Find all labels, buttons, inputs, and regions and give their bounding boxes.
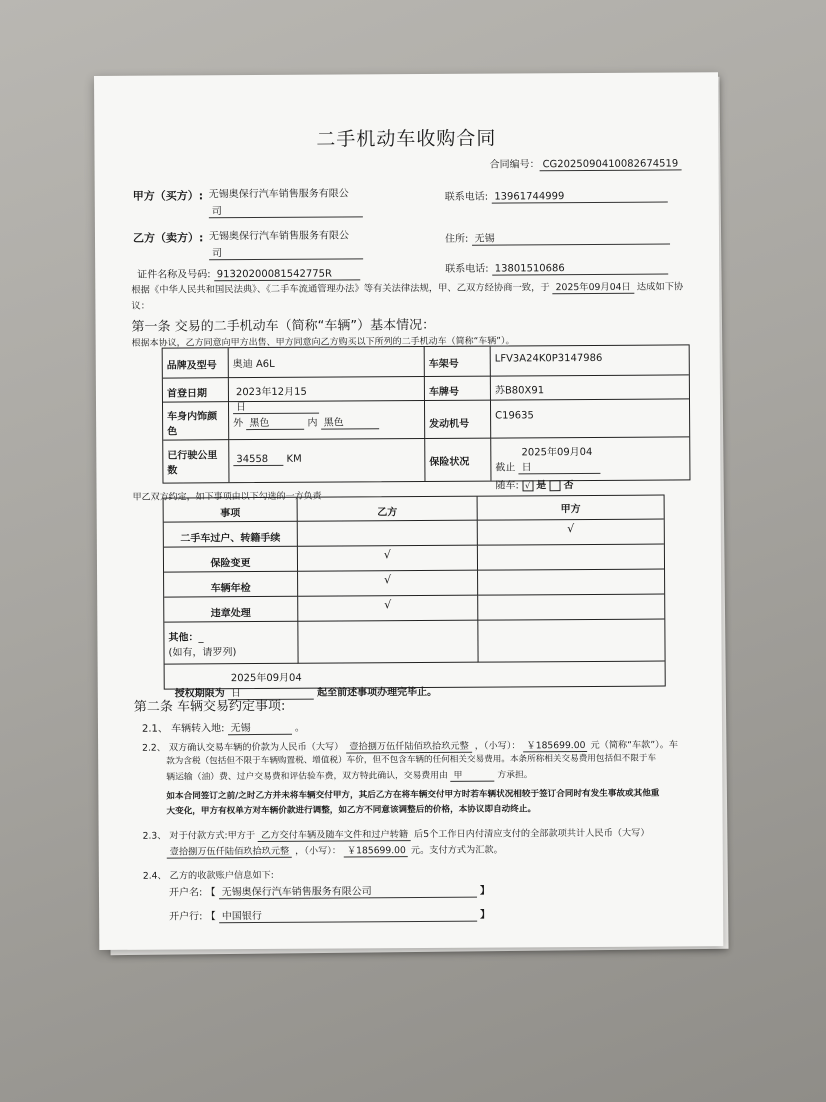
party-b-id: 证件名称及号码: 91320200081542775R <box>137 264 360 281</box>
warning-line1: 如本合同签订之前/之时乙方并未将车辆交付甲方，其后乙方在将车辆交付甲方时若车辆状况相较于签订合同时有发生事故或其他重 <box>166 788 660 802</box>
duty-b-check[interactable]: √ <box>298 546 478 572</box>
clause-2-3-line2: 壹拾捌万伍仟陆佰玖拾玖元整 ，（小写）： ￥185699.00 元。支付方式为汇款。 <box>167 842 503 859</box>
duty-other-b[interactable] <box>298 621 478 664</box>
vin-value: LFV3A24K0P3147986 <box>491 345 689 376</box>
duty-other-a[interactable] <box>478 620 664 663</box>
party-a-phone: 联系电话: 13961744999 <box>445 187 668 204</box>
party-b-address: 住所: 无锡 <box>445 228 670 245</box>
duty-item: 违章处理 <box>164 597 298 623</box>
contract-page <box>94 72 723 950</box>
duty-item: 二手车过户、转籍手续 <box>164 522 298 548</box>
vehicle-table <box>162 344 691 492</box>
article1-title: 第一条 交易的二手机动车（简称“车辆”）基本情况： <box>131 317 436 335</box>
party-b-label: 乙方（卖方）: <box>132 231 204 245</box>
account-name: 开户名: 【 无锡奥保行汽车销售服务有限公司 】 <box>169 882 490 900</box>
duties-col-a: 甲方 <box>478 496 664 521</box>
duty-a-check[interactable]: √ <box>478 520 664 546</box>
clause-2-1: 2.1、 车辆转入地: 无锡 。 <box>142 719 305 736</box>
clause-2-3-line1: 2.3、 对于付款方式:甲方于 乙方交付车辆及随车文件和过户转籍 后5个工作日内付清应支付的全部款项共计人民币（大写） <box>142 827 650 842</box>
clause-2-2-line3: 辆运输（油）费、过户交易费和评估验车费，双方特此确认，交易费用由 甲 方承担。 <box>166 767 532 783</box>
intro-line2: 议： <box>131 300 151 312</box>
plate-label: 车牌号 <box>425 377 491 401</box>
duty-item: 车辆年检 <box>164 572 298 598</box>
duty-b-check[interactable]: √ <box>298 596 478 622</box>
brand-label: 品牌及型号 <box>163 348 229 378</box>
clause-2-2-line2: 款为含税（包括但不限于车辆购置税、增值税）车价，但不包含车辆的任何相关交易费用。本条所称相关交易费用包括但不限于车 <box>166 753 657 767</box>
duty-item: 保险变更 <box>164 547 298 573</box>
reg-date-value: 2023年12月15日 <box>229 377 425 402</box>
insurance-label: 保险状况 <box>425 439 491 481</box>
duties-col-b: 乙方 <box>298 497 478 522</box>
duties-col-item: 事项 <box>164 498 298 523</box>
article2-title: 第二条 车辆交易约定事项: <box>133 698 286 715</box>
duty-a-check[interactable] <box>478 545 664 571</box>
mileage-value: 34558 KM <box>229 439 425 482</box>
duty-a-check[interactable] <box>478 570 664 596</box>
account-bank: 开户行: 【 中国银行 】 <box>169 906 490 924</box>
party-a-name: 无锡奥保行汽车销售服务有限公 司 <box>209 184 363 218</box>
party-b-name: 无锡奥保行汽车销售服务有限公 司 <box>209 226 363 260</box>
authorization-deadline: 授权期限为 2025年09月04日 起至前述事项办理完毕止。 <box>165 662 665 689</box>
engine-label: 发动机号 <box>425 401 491 439</box>
duty-b-check[interactable] <box>298 521 478 547</box>
warning-line2: 大变化，甲方有权单方对车辆价款进行调整，如乙方不同意该调整后的价格，本协议即自动终止。 <box>166 804 537 817</box>
duties-table <box>163 495 666 700</box>
insurance-no-checkbox[interactable] <box>549 480 560 491</box>
clause-2-2-line1: 2.2、 双方确认交易车辆的价款为人民币（大写） 壹拾捌万伍仟陆佰玖拾玖元整 ，（小写）： ￥185699.00 元（简称“车款”）。车 <box>142 736 678 754</box>
color-value: 外 黑色 内 黑色 <box>229 401 425 440</box>
duty-a-check[interactable] <box>478 595 664 621</box>
vin-label: 车架号 <box>425 347 491 377</box>
brand-value: 奥迪 A6L <box>229 347 425 378</box>
article1-intro: 根据本协议，乙方同意向甲方出售、甲方同意向乙方购买以下所列的二手机动车（简称“车辆”）。 <box>131 336 515 349</box>
duty-b-check[interactable]: √ <box>298 571 478 597</box>
insurance-value: 截止 2025年09月04日 随车: √ 是 否 <box>491 437 689 480</box>
contract-number: 合同编号： CG2025090410082674519 <box>489 154 681 171</box>
engine-value: C19635 <box>491 399 689 438</box>
plate-value: 苏B80X91 <box>491 375 689 400</box>
color-label: 车身内饰颜 色 <box>163 402 229 440</box>
clause-2-4: 2.4、 乙方的收款账户信息如下: <box>142 869 274 882</box>
mileage-label: 已行驶公里 数 <box>163 440 229 482</box>
intro-line1: 根据《中华人民共和国民法典》、《二手车流通管理办法》等有关法律法规，甲、乙双方经协商一致，于 2025年09月04日 达成如下协 <box>131 278 683 296</box>
party-a-label: 甲方（买方）: <box>132 189 204 203</box>
insurance-yes-checkbox[interactable]: √ <box>522 480 533 491</box>
duty-other: 其他：_ (如有，请罗列) <box>164 622 298 665</box>
duties-intro: 甲乙双方约定，如下事项由以下勾选的一方负责 <box>132 491 322 503</box>
reg-date-label: 首登日期 <box>163 378 229 402</box>
party-b-phone: 联系电话: 13801510686 <box>445 258 668 275</box>
doc-title: 二手机动车收购合同 <box>316 127 497 151</box>
